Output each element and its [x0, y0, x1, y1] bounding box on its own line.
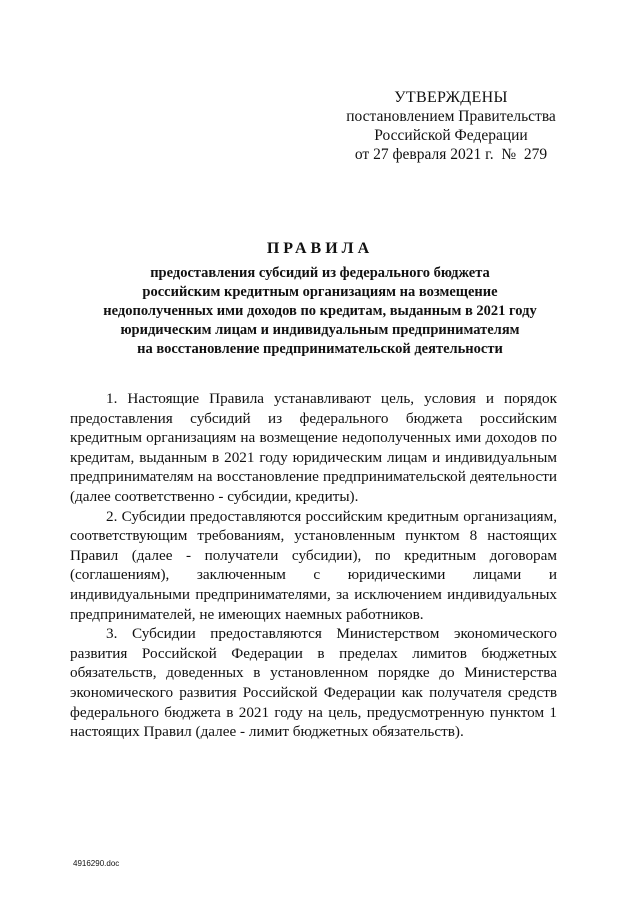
approval-line-1: постановлением Правительства	[346, 108, 556, 125]
approval-date: от 27 февраля 2021 г. № 279	[354, 146, 548, 163]
subtitle-line: юридическим лицам и индивидуальным предпринимателям	[120, 322, 520, 338]
document-subtitle	[90, 264, 550, 359]
paragraph-2: 2. Субсидии предоставляются российским кредитным организациям, соответствующим требованиям, установленным пунктом 8 настоящих Правил (далее - получатели субсидии), по кредитным договорам (соглашениям), заключенным с юридическими лицами и индивидуальными предпринимателями, за исключением индивидуальных предпринимателей, не имеющих наемных работников.	[70, 507, 557, 623]
subtitle-line: на восстановление предпринимательской деятельности	[137, 341, 503, 357]
subtitle-line: российским кредитным организациям на возмещение	[142, 284, 498, 300]
subtitle-line: недополученных ими доходов по кредитам, выданным в 2021 году	[103, 303, 537, 319]
document-title: ПРАВИЛА	[266, 240, 374, 257]
document-body	[70, 389, 557, 742]
approval-stamp	[336, 88, 566, 164]
subtitle-line: предоставления субсидий из федерального бюджета	[150, 265, 490, 281]
paragraph-3: 3. Субсидии предоставляются Министерством экономического развития Российской Федерации в пределах лимитов бюджетных обязательств, доведенных в установленном порядке до Министерства экономического развития Российской Федерации как получателя средств федерального бюджета в 2021 году на цель, предусмотренную пунктом 1 настоящих Правил (далее - лимит бюджетных обязательств).	[70, 625, 557, 741]
paragraph-1: 1. Настоящие Правила устанавливают цель, условия и порядок предоставления субсидий из федерального бюджета российским кредитным организациям на возмещение недополученных ими доходов по кредитам, выданным в 2021 году юридическим лицам и индивидуальным предпринимателям на восстановление предпринимательской деятельности (далее соответственно - субсидии, кредиты).	[70, 390, 557, 505]
approval-heading: УТВЕРЖДЕНЫ	[394, 89, 508, 106]
file-name-footer: 4916290.doc	[73, 859, 120, 868]
approval-line-2: Российской Федерации	[374, 127, 528, 144]
